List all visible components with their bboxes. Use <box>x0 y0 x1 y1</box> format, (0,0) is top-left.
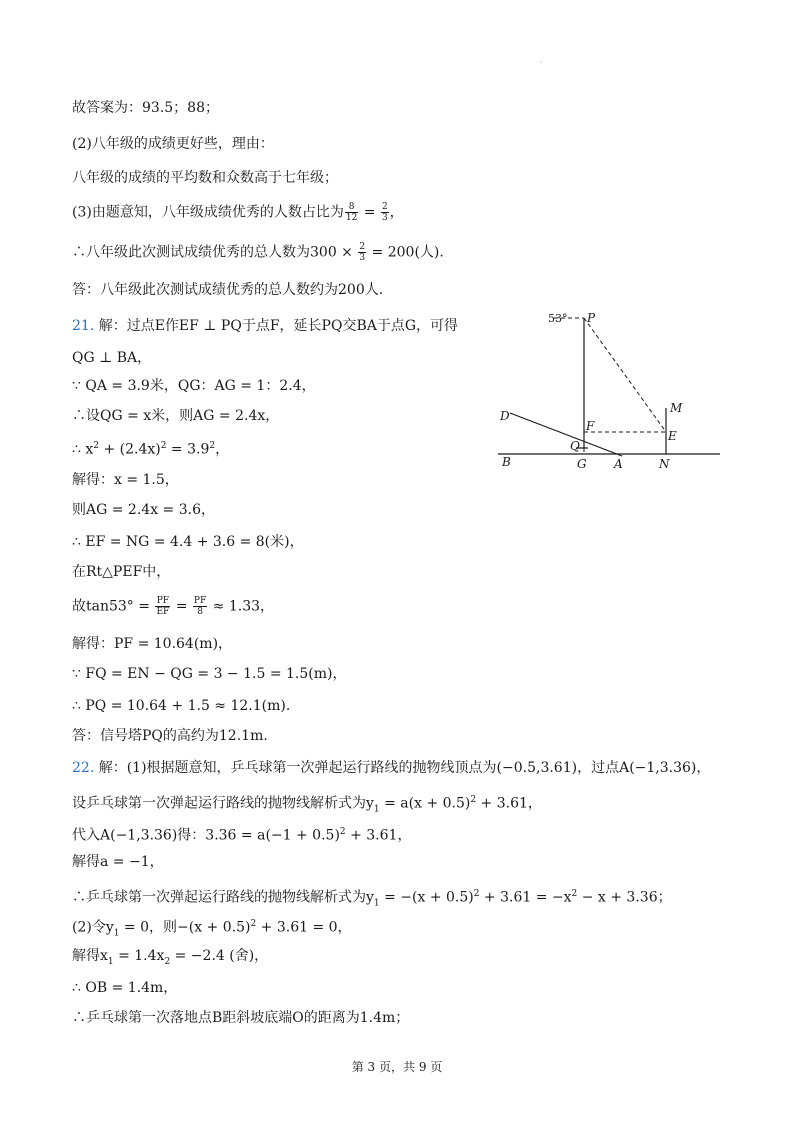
denominator: 3 <box>359 253 366 263</box>
text: ， <box>389 204 404 221</box>
q21-line-7: ∴ EF = NG = 4.4 + 3.6 = 8(米)， <box>72 534 304 550</box>
answer-line-5 <box>72 242 444 263</box>
subscript: 2 <box>164 956 171 967</box>
fraction-2-3 <box>358 242 366 263</box>
angle-label: 53° <box>548 312 568 325</box>
slope-line <box>510 413 622 456</box>
answer-line-3: 八年级的成绩的平均数和众数高于七年级； <box>72 170 338 186</box>
text: + 3.61 = −x <box>479 889 572 906</box>
exponent: 2 <box>339 827 346 837</box>
answer-line-1: 故答案为：93.5；88； <box>72 100 219 116</box>
q22-text: 解：(1)根据题意知，乒乓球第一次弹起运行路线的抛物线顶点为(−0.5,3.61)，过点A(−1,3.36)， <box>94 760 711 776</box>
label-m: M <box>670 401 683 415</box>
denominator: 3 <box>381 213 388 223</box>
geometry-figure <box>490 302 726 478</box>
label-q: Q <box>570 439 580 453</box>
q21-line-6: 则AG = 2.4x = 3.6， <box>72 502 215 518</box>
fraction-pf-ef <box>155 596 170 617</box>
equals: = <box>171 598 192 615</box>
q21-intro <box>72 310 472 374</box>
q21-answer: 答：信号塔PQ的高约为12.1m. <box>72 728 268 744</box>
q22-line-5 <box>72 884 672 913</box>
question-number: 21. <box>72 318 95 334</box>
text: (2)令y <box>72 919 114 936</box>
subscript: 1 <box>113 928 120 939</box>
q21-text: 解：过点E作EF ⊥ PQ于点F，延长PQ交BA于点G，可得QG ⊥ BA， <box>72 318 459 366</box>
text: ， <box>215 441 230 458</box>
page-footer: 第 3 页，共 9 页 <box>351 1060 443 1074</box>
q21-line-9 <box>72 596 274 617</box>
text: = 1.4x <box>113 948 165 964</box>
text: 设乒乓球第一次弹起运行路线的抛物线解析式为y <box>72 795 374 812</box>
corner-mark: · <box>540 58 543 67</box>
q21-line-3: ∴设QG = x米，则AG = 2.4x， <box>72 408 280 424</box>
numerator: 8 <box>345 202 358 213</box>
text: = 200(人). <box>367 244 444 261</box>
text: ≈ 1.33， <box>208 598 275 615</box>
label-f: F <box>586 419 595 433</box>
q22-line-6 <box>72 914 352 943</box>
denominator: EF <box>156 607 170 617</box>
text: ∴ x <box>72 441 94 458</box>
answer-line-6: 答：八年级此次测试成绩优秀的总人数约为200人. <box>72 282 384 298</box>
sight-line-pe <box>584 318 666 432</box>
q21-line-11: ∵ FQ = EN − QG = 3 − 1.5 = 1.5(m)， <box>72 666 347 682</box>
text: + 3.61 = 0， <box>256 919 352 936</box>
exponent: 2 <box>250 919 257 929</box>
label-n: N <box>659 457 670 471</box>
label-e: E <box>668 429 677 443</box>
q22-intro <box>72 758 710 778</box>
q22-line-7 <box>72 946 268 972</box>
q22-line-4: 解得a = −1， <box>72 854 164 870</box>
text: + (2.4x) <box>99 441 161 458</box>
subscript: 1 <box>373 898 380 909</box>
exponent: 2 <box>473 889 480 899</box>
text: + 3.61， <box>345 827 412 844</box>
denominator: 12 <box>345 213 358 223</box>
q22-line-3 <box>72 822 411 846</box>
text: = −(x + 0.5) <box>379 889 474 906</box>
numerator: PF <box>193 596 207 606</box>
denominator: 8 <box>197 607 203 617</box>
q21-line-5: 解得：x = 1.5， <box>72 472 179 488</box>
text: = −2.4 (舍)， <box>170 948 269 964</box>
subscript: 1 <box>373 804 380 815</box>
label-b: B <box>502 455 511 469</box>
q22-line-9: ∴乒乓球第一次落地点B距斜坡底端O的距离为1.4m； <box>72 1010 410 1026</box>
text: = a(x + 0.5) <box>379 795 471 812</box>
exponent: 2 <box>571 889 578 899</box>
label-d: D <box>500 409 510 423</box>
text: 故tan53° = <box>72 598 155 615</box>
numerator: 2 <box>381 202 388 212</box>
exponent: 2 <box>470 795 477 805</box>
q21-line-4 <box>72 436 229 460</box>
numerator: 2 <box>359 242 366 252</box>
question-number: 22. <box>72 760 95 776</box>
label-p: P <box>587 311 596 325</box>
exponent: 2 <box>93 441 99 451</box>
q21-line-10: 解得：PF = 10.64(m)， <box>72 636 233 652</box>
answer-line-2: (2)八年级的成绩更好些，理由： <box>72 136 274 152</box>
text: 解得x <box>72 948 108 964</box>
q21-line-12: ∴ PQ = 10.64 + 1.5 ≈ 12.1(m). <box>72 698 291 714</box>
text: ∴乒乓球第一次弹起运行路线的抛物线解析式为y <box>72 889 374 906</box>
q21-line-2: ∵ QA = 3.9米，QG：AG = 1：2.4， <box>72 378 316 394</box>
subscript: 1 <box>107 956 114 967</box>
q22-line-2 <box>72 790 542 819</box>
q22-line-8: ∴ OB = 1.4m， <box>72 980 178 996</box>
q21-line-8: 在Rt△PEF中， <box>72 564 171 580</box>
text: (3)由题意知，八年级成绩优秀的人数占比为 <box>72 204 344 221</box>
text: = 3.9 <box>166 441 210 458</box>
text: ∴八年级此次测试成绩优秀的总人数为300 × <box>72 244 358 261</box>
text: − x + 3.36； <box>577 889 672 906</box>
answer-line-4 <box>72 202 404 223</box>
text: = 0，则−(x + 0.5) <box>119 919 251 936</box>
exponent: 2 <box>209 441 216 451</box>
fraction-pf-8 <box>193 596 207 617</box>
label-a: A <box>614 457 623 471</box>
exponent: 2 <box>160 441 167 451</box>
text: 代入A(−1,3.36)得：3.36 = a(−1 + 0.5) <box>72 827 340 844</box>
text: + 3.61， <box>476 795 542 812</box>
fraction-2-3 <box>381 202 389 223</box>
numerator: PF <box>156 596 169 606</box>
equals: = <box>359 204 380 221</box>
fraction-8-12 <box>345 202 358 223</box>
label-g: G <box>577 457 587 471</box>
